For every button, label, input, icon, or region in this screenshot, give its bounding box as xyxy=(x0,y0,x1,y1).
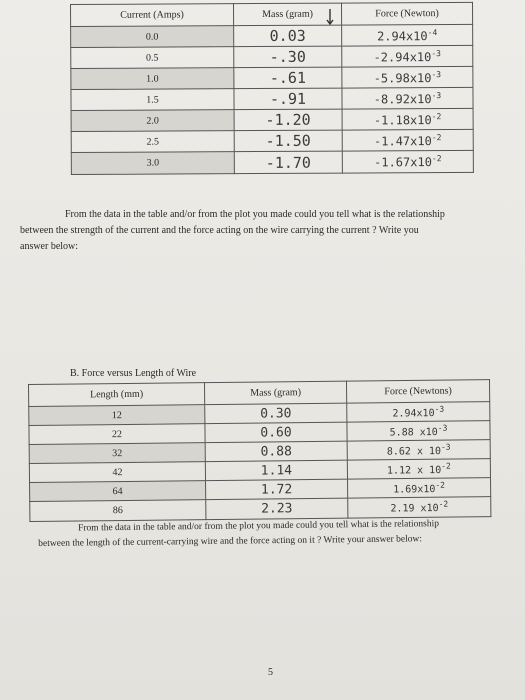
force-cell: 8.62 x $10^{-3}$ xyxy=(347,440,490,460)
header-force: Force (Newtons) xyxy=(346,380,489,403)
page-number: 5 xyxy=(268,667,273,678)
mass-cell: 0.30 xyxy=(205,403,347,423)
table-row xyxy=(71,108,473,131)
mass-cell: -.61 xyxy=(234,67,342,89)
length-cell: 86 xyxy=(30,500,206,522)
force-cell: $1.69x10^{-2}$ xyxy=(348,478,491,498)
mass-cell: 1.72 xyxy=(206,479,348,499)
header-force: Force (Newton) xyxy=(341,2,472,25)
force-cell: $-1.67x10^{-2}$ xyxy=(342,150,473,173)
length-force-table xyxy=(28,379,491,522)
header-mass: Mass (gram) xyxy=(204,381,346,404)
mass-cell: 0.88 xyxy=(205,441,347,461)
header-mass: Mass (gram) xyxy=(234,3,342,26)
question-a-line: between the strength of the current and the force acting on the wire carrying the current ? Write you xyxy=(20,225,419,236)
force-cell: 2.19 $x10^{-2}$ xyxy=(348,497,491,518)
mass-cell: -.30 xyxy=(234,46,342,68)
handwritten-arrow-icon xyxy=(326,8,334,26)
current-force-table xyxy=(70,2,474,175)
question-b-line: From the data in the table and/or from the plot you made could you tell what is the relationship xyxy=(78,519,440,534)
current-cell: 2.0 xyxy=(71,110,234,132)
table-row xyxy=(71,129,473,152)
current-cell: 0.5 xyxy=(71,47,234,69)
mass-cell: 1.14 xyxy=(205,460,347,480)
mass-cell: -1.50 xyxy=(234,130,342,152)
table-header-row xyxy=(71,2,473,26)
table-row xyxy=(71,45,473,68)
question-b xyxy=(38,516,508,552)
current-cell: 1.0 xyxy=(71,68,234,90)
current-cell: 2.5 xyxy=(71,131,234,153)
length-cell: 32 xyxy=(29,443,205,464)
mass-cell: -1.20 xyxy=(234,109,342,131)
current-cell: 1.5 xyxy=(71,89,234,111)
question-a xyxy=(20,207,510,255)
table-row xyxy=(71,87,473,110)
mass-cell: 2.23 xyxy=(206,498,348,519)
question-a-line: answer below: xyxy=(20,241,79,252)
force-cell: $-5.98x10^{-3}$ xyxy=(342,66,473,88)
force-cell: $-1.18x10^{-2}$ xyxy=(342,108,473,130)
mass-cell: 0.03 xyxy=(234,25,342,47)
mass-cell: -1.70 xyxy=(234,151,342,174)
table-row xyxy=(71,24,473,47)
question-a-line: From the data in the table and/or from the plot you made could you tell what is the relationship xyxy=(65,209,445,220)
current-cell: 0.0 xyxy=(71,26,234,48)
question-b-line: between the length of the current-carrying wire and the force acting on it ? Write your answer below: xyxy=(38,534,423,549)
header-current: Current (Amps) xyxy=(71,4,234,27)
table-row xyxy=(71,150,473,174)
table-row xyxy=(71,66,473,89)
length-cell: 22 xyxy=(29,424,205,445)
length-cell: 42 xyxy=(29,462,205,483)
force-cell: 1.12 x $10^{-2}$ xyxy=(347,459,490,479)
length-cell: 12 xyxy=(29,405,205,426)
force-cell: $2.94x10^{-4}$ xyxy=(342,24,473,46)
mass-cell: 0.60 xyxy=(205,422,347,442)
mass-cell: -.91 xyxy=(234,88,342,110)
force-cell: 5.88 $x10^{-3}$ xyxy=(347,421,490,441)
section-b-title: B. Force versus Length of Wire xyxy=(70,368,197,379)
header-length: Length (mm) xyxy=(29,383,205,407)
force-cell: $-8.92x10^{-3}$ xyxy=(342,87,473,109)
length-cell: 64 xyxy=(30,481,206,502)
force-cell: $2.94x10^{-3}$ xyxy=(347,402,490,422)
current-cell: 3.0 xyxy=(71,152,234,175)
force-cell: $-2.94x10^{-3}$ xyxy=(342,45,473,67)
force-cell: $-1.47x10^{-2}$ xyxy=(342,129,473,151)
